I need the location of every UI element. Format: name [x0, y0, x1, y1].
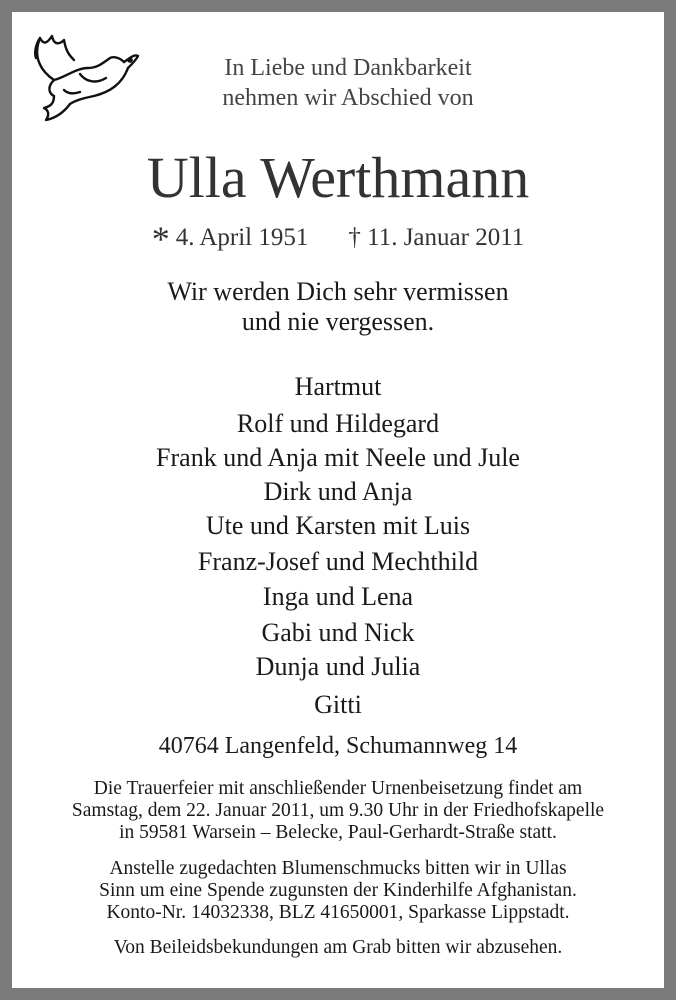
family-member: Rolf und Hildegard	[236, 409, 440, 438]
verse-line-1: Wir werden Dich sehr vermissen	[167, 277, 509, 306]
intro-line-1: In Liebe und Dankbarkeit	[224, 55, 472, 81]
family-member: Ute und Karsten mit Luis	[205, 511, 471, 540]
donation-line-3: Konto-Nr. 14032338, BLZ 41650001, Sparkasse Lippstadt.	[106, 902, 570, 923]
intro-line-2: nehmen wir Abschied von	[222, 85, 474, 111]
deceased-name: Ulla Werthmann	[146, 145, 530, 210]
closing-note: Von Beileidsbekundungen am Grab bitten wir abzusehen.	[113, 937, 563, 958]
family-member: Franz-Josef und Mechthild	[197, 547, 479, 576]
family-member: Inga und Lena	[262, 582, 414, 611]
life-dates	[0, 216, 676, 259]
ceremony-line-3: in 59581 Warsein – Belecke, Paul-Gerhardt-Straße statt.	[119, 822, 557, 843]
family-member: Frank und Anja mit Neele und Jule	[156, 443, 520, 472]
address: 40764 Langenfeld, Schumannweg 14	[158, 733, 518, 759]
family-member: Gabi und Nick	[261, 618, 415, 647]
birth-date: 4. April 1951	[175, 224, 309, 251]
family-member: Hartmut	[294, 372, 382, 401]
ceremony-line-1: Die Trauerfeier mit anschließender Urnenbeisetzung findet am	[93, 778, 583, 799]
family-member: Dirk und Anja	[263, 477, 413, 506]
born-symbol: *	[151, 219, 170, 259]
family-member: Dunja und Julia	[255, 652, 421, 681]
death-date: † 11. Januar 2011	[348, 224, 525, 251]
donation-line-1: Anstelle zugedachten Blumenschmucks bitten wir in Ullas	[109, 858, 567, 879]
donation-line-2: Sinn um eine Spende zugunsten der Kinderhilfe Afghanistan.	[99, 880, 577, 901]
ceremony-line-2: Samstag, dem 22. Januar 2011, um 9.30 Uhr in der Friedhofskapelle	[71, 800, 605, 821]
verse-line-2: und nie vergessen.	[241, 307, 435, 336]
family-member: Gitti	[314, 690, 362, 719]
